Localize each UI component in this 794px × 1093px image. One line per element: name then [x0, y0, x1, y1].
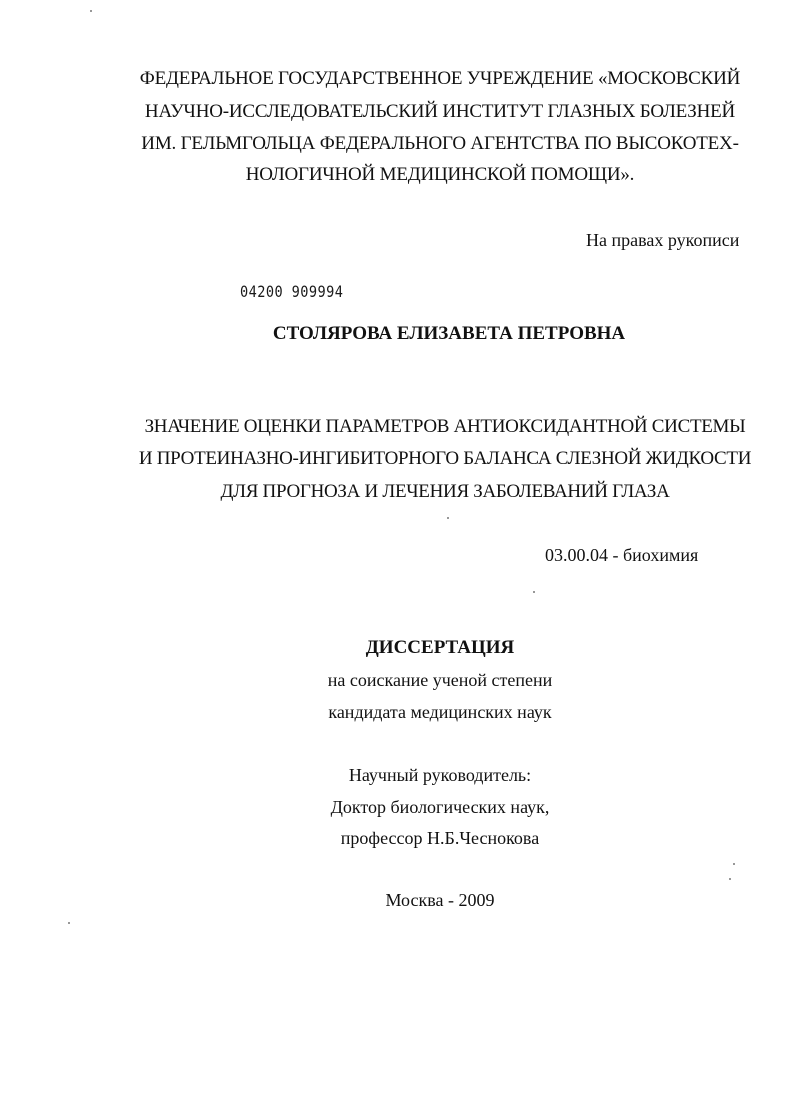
supervisor-name: профессор Н.Б.Чеснокова: [340, 828, 540, 848]
scan-speck: [729, 878, 731, 880]
institution-line-1: ФЕДЕРАЛЬНОЕ ГОСУДАРСТВЕННОЕ УЧРЕЖДЕНИЕ «МОСКОВСКИЙ: [139, 68, 741, 89]
author-name: СТОЛЯРОВА ЕЛИЗАВЕТА ПЕТРОВНА: [272, 323, 626, 344]
scan-speck: [447, 517, 449, 519]
title-line-2: И ПРОТЕИНАЗНО-ИНГИБИТОРНОГО БАЛАНСА СЛЕЗНОЙ ЖИДКОСТИ: [138, 448, 752, 469]
specialty-code: 03.00.04 - биохимия: [545, 545, 699, 565]
manuscript-note: На правах рукописи: [586, 230, 740, 250]
institution-line-2: НАУЧНО-ИССЛЕДОВАТЕЛЬСКИЙ ИНСТИТУТ ГЛАЗНЫХ БОЛЕЗНЕЙ: [144, 101, 736, 122]
place-year: Москва - 2009: [385, 890, 495, 910]
institution-line-4: НОЛОГИЧНОЙ МЕДИЦИНСКОЙ ПОМОЩИ».: [245, 164, 635, 185]
supervisor-degree: Доктор биологических наук,: [330, 797, 550, 817]
scan-speck: [533, 591, 535, 593]
scan-speck: [733, 863, 735, 865]
degree-line-2: кандидата медицинских наук: [328, 702, 552, 722]
scan-speck: [68, 922, 70, 924]
scan-speck: [90, 10, 92, 12]
title-line-1: ЗНАЧЕНИЕ ОЦЕНКИ ПАРАМЕТРОВ АНТИОКСИДАНТНОЙ СИСТЕМЫ: [144, 416, 746, 437]
title-line-3: ДЛЯ ПРОГНОЗА И ЛЕЧЕНИЯ ЗАБОЛЕВАНИЙ ГЛАЗА: [220, 481, 670, 502]
supervisor-label: Научный руководитель:: [348, 765, 532, 785]
degree-line-1: на соискание ученой степени: [327, 670, 553, 690]
document-type: ДИССЕРТАЦИЯ: [365, 637, 515, 658]
institution-line-3: ИМ. ГЕЛЬМГОЛЬЦА ФЕДЕРАЛЬНОГО АГЕНТСТВА ПО ВЫСОКОТЕХ-: [141, 133, 739, 154]
catalog-stamp: 04200 909994: [240, 282, 344, 301]
